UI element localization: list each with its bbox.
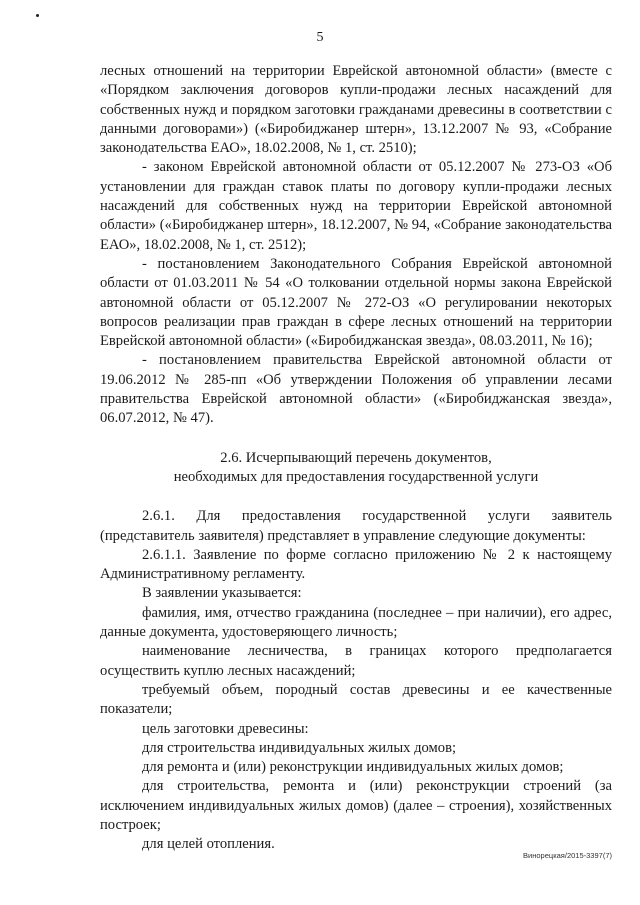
paragraph: для строительства, ремонта и (или) реконструкции строений (за исключением индивидуальных жилых домов) (далее – строения), хозяйственных построек; <box>100 778 612 833</box>
section-heading <box>100 449 612 488</box>
paragraph: для строительства индивидуальных жилых домов; <box>142 739 457 756</box>
paragraph: цель заготовки древесины: <box>142 720 309 737</box>
paragraph: фамилия, имя, отчество гражданина (последнее – при наличии), его адрес, данные документа, удостоверяющего личность; <box>100 604 612 641</box>
scan-speck <box>36 14 39 17</box>
paragraph: наименование лесничества, в границах которого предполагается осуществить куплю лесных насаждений; <box>100 643 612 679</box>
paragraph: В заявлении указывается: <box>142 585 302 602</box>
section-heading-line: необходимых для предоставления государственной услуги <box>173 468 539 485</box>
paragraph: - законом Еврейской автономной области от 05.12.2007 № 273-ОЗ «Об установлении для граждан ставок платы по договору купли-продажи лесных насаждений для собственных нужд на территории Еврейской автономной области» («Биробиджанер штерн», 18.12.2007, № 94, «Собрание законодательства ЕАО», 18.02.2008, № 1, ст. 2512); <box>100 159 612 253</box>
paragraph: 2.6.1. Для предоставления государственной услуги заявитель (представитель заявителя) представляет в управление следующие документы: <box>100 508 612 544</box>
section-heading-line: 2.6. Исчерпывающий перечень документов, <box>220 449 492 466</box>
document-code: Винорецкая/2015-3397(7) <box>523 851 612 860</box>
paragraph: для целей отопления. <box>142 836 275 853</box>
paragraph: 2.6.1.1. Заявление по форме согласно приложению № 2 к настоящему Административному регламенту. <box>100 546 612 583</box>
document-body <box>100 62 612 855</box>
paragraph: - постановлением Законодательного Собрания Еврейской автономной области от 01.03.2011 № 54 «О толковании отдельной нормы закона Еврейской автономной области от 05.12.2007 № 272-ОЗ «О регулировании некоторых вопросов реализации прав граждан в сфере лесных отношений на территории Еврейской автономной области» («Биробиджанская звезда», 08.03.2011, № 16); <box>100 255 612 350</box>
page-number: 5 <box>316 30 324 45</box>
paragraph: - постановлением правительства Еврейской автономной области от 19.06.2012 № 285-пп «Об утверждении Положения об управлении лесами правительства Еврейской автономной области» («Биробиджанская звезда», 06.07.2012, № 47). <box>100 352 612 427</box>
paragraph: требуемый объем, породный состав древесины и ее качественные показатели; <box>100 681 612 718</box>
paragraph: лесных отношений на территории Еврейской автономной области» (вместе с «Порядком заключения договоров купли-продажи лесных насаждений для собственных нужд и порядком заготовки гражданами древесины в соответствии с данными договорами») («Биробиджанер штерн», 13.12.2007 № 93, «Собрание законодательства ЕАО», 18.02.2008, № 1, ст. 2510); <box>100 63 612 157</box>
paragraph: для ремонта и (или) реконструкции индивидуальных жилых домов; <box>142 759 564 776</box>
